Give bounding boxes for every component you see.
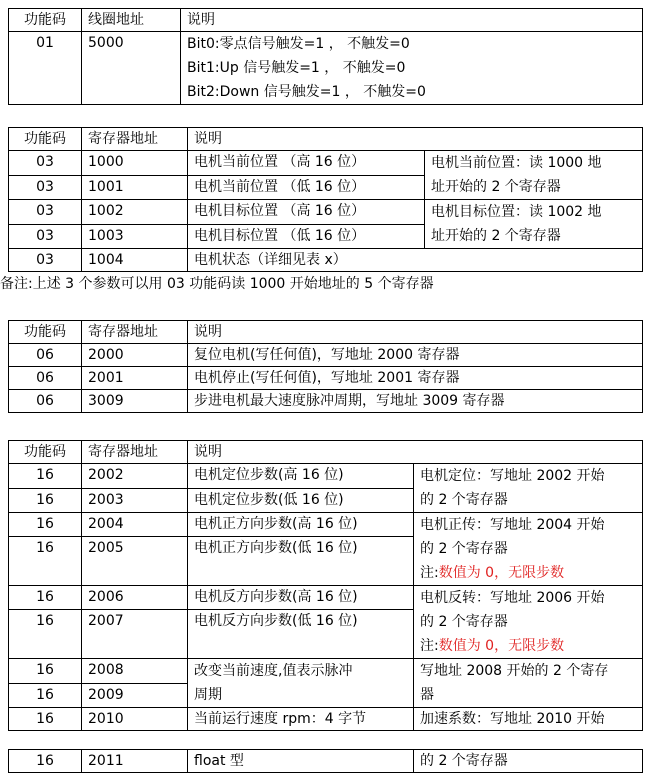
remark-note: 备注:上述 3 个参数可以用 03 功能码读 1000 开始地址的 5 个寄存器 — [0, 276, 434, 292]
continuation-right: 的 2 个寄存器 — [414, 750, 643, 773]
register-address: 2008 — [82, 659, 188, 684]
coil-table — [8, 8, 643, 105]
register-address: 2004 — [82, 513, 188, 537]
register-desc: 电机目标位置 （低 16 位） — [188, 224, 425, 249]
merged-line: 址开始的 2 个寄存器 — [431, 228, 561, 244]
register-desc: float 型 — [188, 750, 414, 773]
merged-line: 电机正传：写地址 2004 开始 — [420, 517, 605, 533]
table-row — [9, 390, 643, 413]
merged-line: 的 2 个寄存器 — [420, 614, 508, 630]
header-desc: 说明 — [188, 321, 643, 344]
register-desc: 电机定位步数(低 16 位) — [188, 488, 414, 513]
note-text: 数值为 0，无限步数 — [438, 638, 565, 654]
func-code: 06 — [9, 344, 82, 367]
speed-desc-line: 改变当前速度,值表示脉冲 — [194, 663, 353, 679]
func-code: 16 — [9, 513, 82, 537]
header-addr: 寄存器地址 — [82, 321, 188, 344]
func-code: 03 — [9, 224, 82, 249]
table-header-row — [9, 321, 643, 344]
merged-position — [414, 464, 643, 513]
register-address: 2011 — [82, 750, 188, 773]
register-address: 2005 — [82, 536, 188, 585]
header-func: 功能码 — [9, 321, 82, 344]
header-desc: 说明 — [188, 441, 643, 464]
register-desc: 电机反方向步数(低 16 位) — [188, 609, 414, 658]
register-desc: 电机正方向步数(低 16 位) — [188, 536, 414, 585]
register-desc: 电机当前位置 （高 16 位） — [188, 151, 425, 176]
register-address: 2006 — [82, 586, 188, 610]
merged-line: 电机当前位置：读 1000 地 — [431, 155, 602, 171]
table-row — [9, 32, 643, 105]
register-desc: 电机状态（详细见表 x） — [188, 249, 643, 272]
merged-line: 址开始的 2 个寄存器 — [431, 179, 561, 195]
register-address: 2010 — [82, 708, 188, 731]
register-desc: 当前运行速度 rpm：4 字节 — [188, 708, 414, 731]
note-label: 注: — [420, 638, 439, 654]
bit1-desc: Bit1:Up 信号触发=1 ， 不触发=0 — [187, 60, 406, 76]
write-multi-table — [8, 440, 643, 731]
func-code: 16 — [9, 659, 82, 684]
func-code: 16 — [9, 683, 82, 708]
table-row — [9, 659, 643, 684]
func-code: 03 — [9, 200, 82, 225]
merged-speed — [414, 659, 643, 708]
merged-line: 的 2 个寄存器 — [420, 492, 508, 508]
merged-target-position — [425, 200, 643, 249]
read-register-table — [8, 127, 643, 272]
header-func: 功能码 — [9, 128, 82, 151]
header-func: 功能码 — [9, 9, 82, 32]
table-row — [9, 151, 643, 176]
func-code: 16 — [9, 708, 82, 731]
header-func: 功能码 — [9, 441, 82, 464]
continuation-table — [8, 749, 643, 773]
header-addr: 寄存器地址 — [82, 128, 188, 151]
register-desc: 电机正方向步数(高 16 位) — [188, 513, 414, 537]
table-row — [9, 750, 643, 773]
register-address: 1002 — [82, 200, 188, 225]
register-desc: 电机定位步数(高 16 位) — [188, 464, 414, 489]
table-header-row — [9, 441, 643, 464]
table-row — [9, 586, 643, 610]
func-code: 06 — [9, 390, 82, 413]
merged-line: 电机反转：写地址 2006 开始 — [420, 590, 605, 606]
note-label: 注: — [420, 565, 439, 581]
merged-line: 的 2 个寄存器 — [420, 541, 508, 557]
func-code: 03 — [9, 249, 82, 272]
register-address: 1000 — [82, 151, 188, 176]
table-row — [9, 344, 643, 367]
merged-forward — [414, 513, 643, 586]
func-code: 16 — [9, 609, 82, 658]
merged-line: 电机定位：写地址 2002 开始 — [420, 468, 605, 484]
register-address: 2000 — [82, 344, 188, 367]
merged-line: 电机目标位置：读 1002 地 — [431, 204, 602, 220]
header-addr: 线圈地址 — [82, 9, 181, 32]
merged-reverse — [414, 586, 643, 659]
bit-descriptions — [181, 32, 643, 105]
register-address: 2002 — [82, 464, 188, 489]
table-row — [9, 200, 643, 225]
register-address: 2003 — [82, 488, 188, 513]
register-desc: 电机目标位置 （高 16 位） — [188, 200, 425, 225]
register-address: 3009 — [82, 390, 188, 413]
bit0-desc: Bit0:零点信号触发=1 ， 不触发=0 — [187, 36, 410, 52]
table-row — [9, 708, 643, 731]
func-code: 03 — [9, 151, 82, 176]
func-code: 16 — [9, 536, 82, 585]
register-address: 1004 — [82, 249, 188, 272]
table-header-row — [9, 128, 643, 151]
func-code: 16 — [9, 586, 82, 610]
register-address: 1001 — [82, 175, 188, 200]
forward-note — [420, 561, 636, 585]
speed-desc — [188, 659, 414, 708]
table-row — [9, 249, 643, 272]
table-row — [9, 367, 643, 390]
table-header-row — [9, 9, 643, 32]
write-single-table — [8, 320, 643, 413]
func-code: 16 — [9, 750, 82, 773]
coil-address: 5000 — [82, 32, 181, 105]
register-address: 2009 — [82, 683, 188, 708]
func-code: 03 — [9, 175, 82, 200]
register-desc: 电机当前位置 （低 16 位） — [188, 175, 425, 200]
merged-line: 写地址 2008 开始的 2 个寄存 — [420, 663, 609, 679]
func-code: 06 — [9, 367, 82, 390]
reverse-note — [420, 634, 636, 658]
bit2-desc: Bit2:Down 信号触发=1 ， 不触发=0 — [187, 84, 426, 100]
register-address: 2007 — [82, 609, 188, 658]
note-text: 数值为 0，无限步数 — [438, 565, 565, 581]
register-desc: 复位电机(写任何值)，写地址 2000 寄存器 — [188, 344, 643, 367]
merged-line: 器 — [420, 687, 434, 703]
register-address: 2001 — [82, 367, 188, 390]
header-addr: 寄存器地址 — [82, 441, 188, 464]
header-desc: 说明 — [188, 128, 643, 151]
func-code: 01 — [9, 32, 82, 105]
func-code: 16 — [9, 464, 82, 489]
register-desc: 电机停止(写任何值)，写地址 2001 寄存器 — [188, 367, 643, 390]
register-desc: 步进电机最大速度脉冲周期，写地址 3009 寄存器 — [188, 390, 643, 413]
speed-desc-line: 周期 — [194, 687, 222, 703]
func-code: 16 — [9, 488, 82, 513]
table-row — [9, 513, 643, 537]
table-row — [9, 464, 643, 489]
register-desc: 电机反方向步数(高 16 位) — [188, 586, 414, 610]
accel-desc: 加速系数：写地址 2010 开始 — [414, 708, 643, 731]
header-desc: 说明 — [181, 9, 643, 32]
register-address: 1003 — [82, 224, 188, 249]
merged-current-position — [425, 151, 643, 200]
